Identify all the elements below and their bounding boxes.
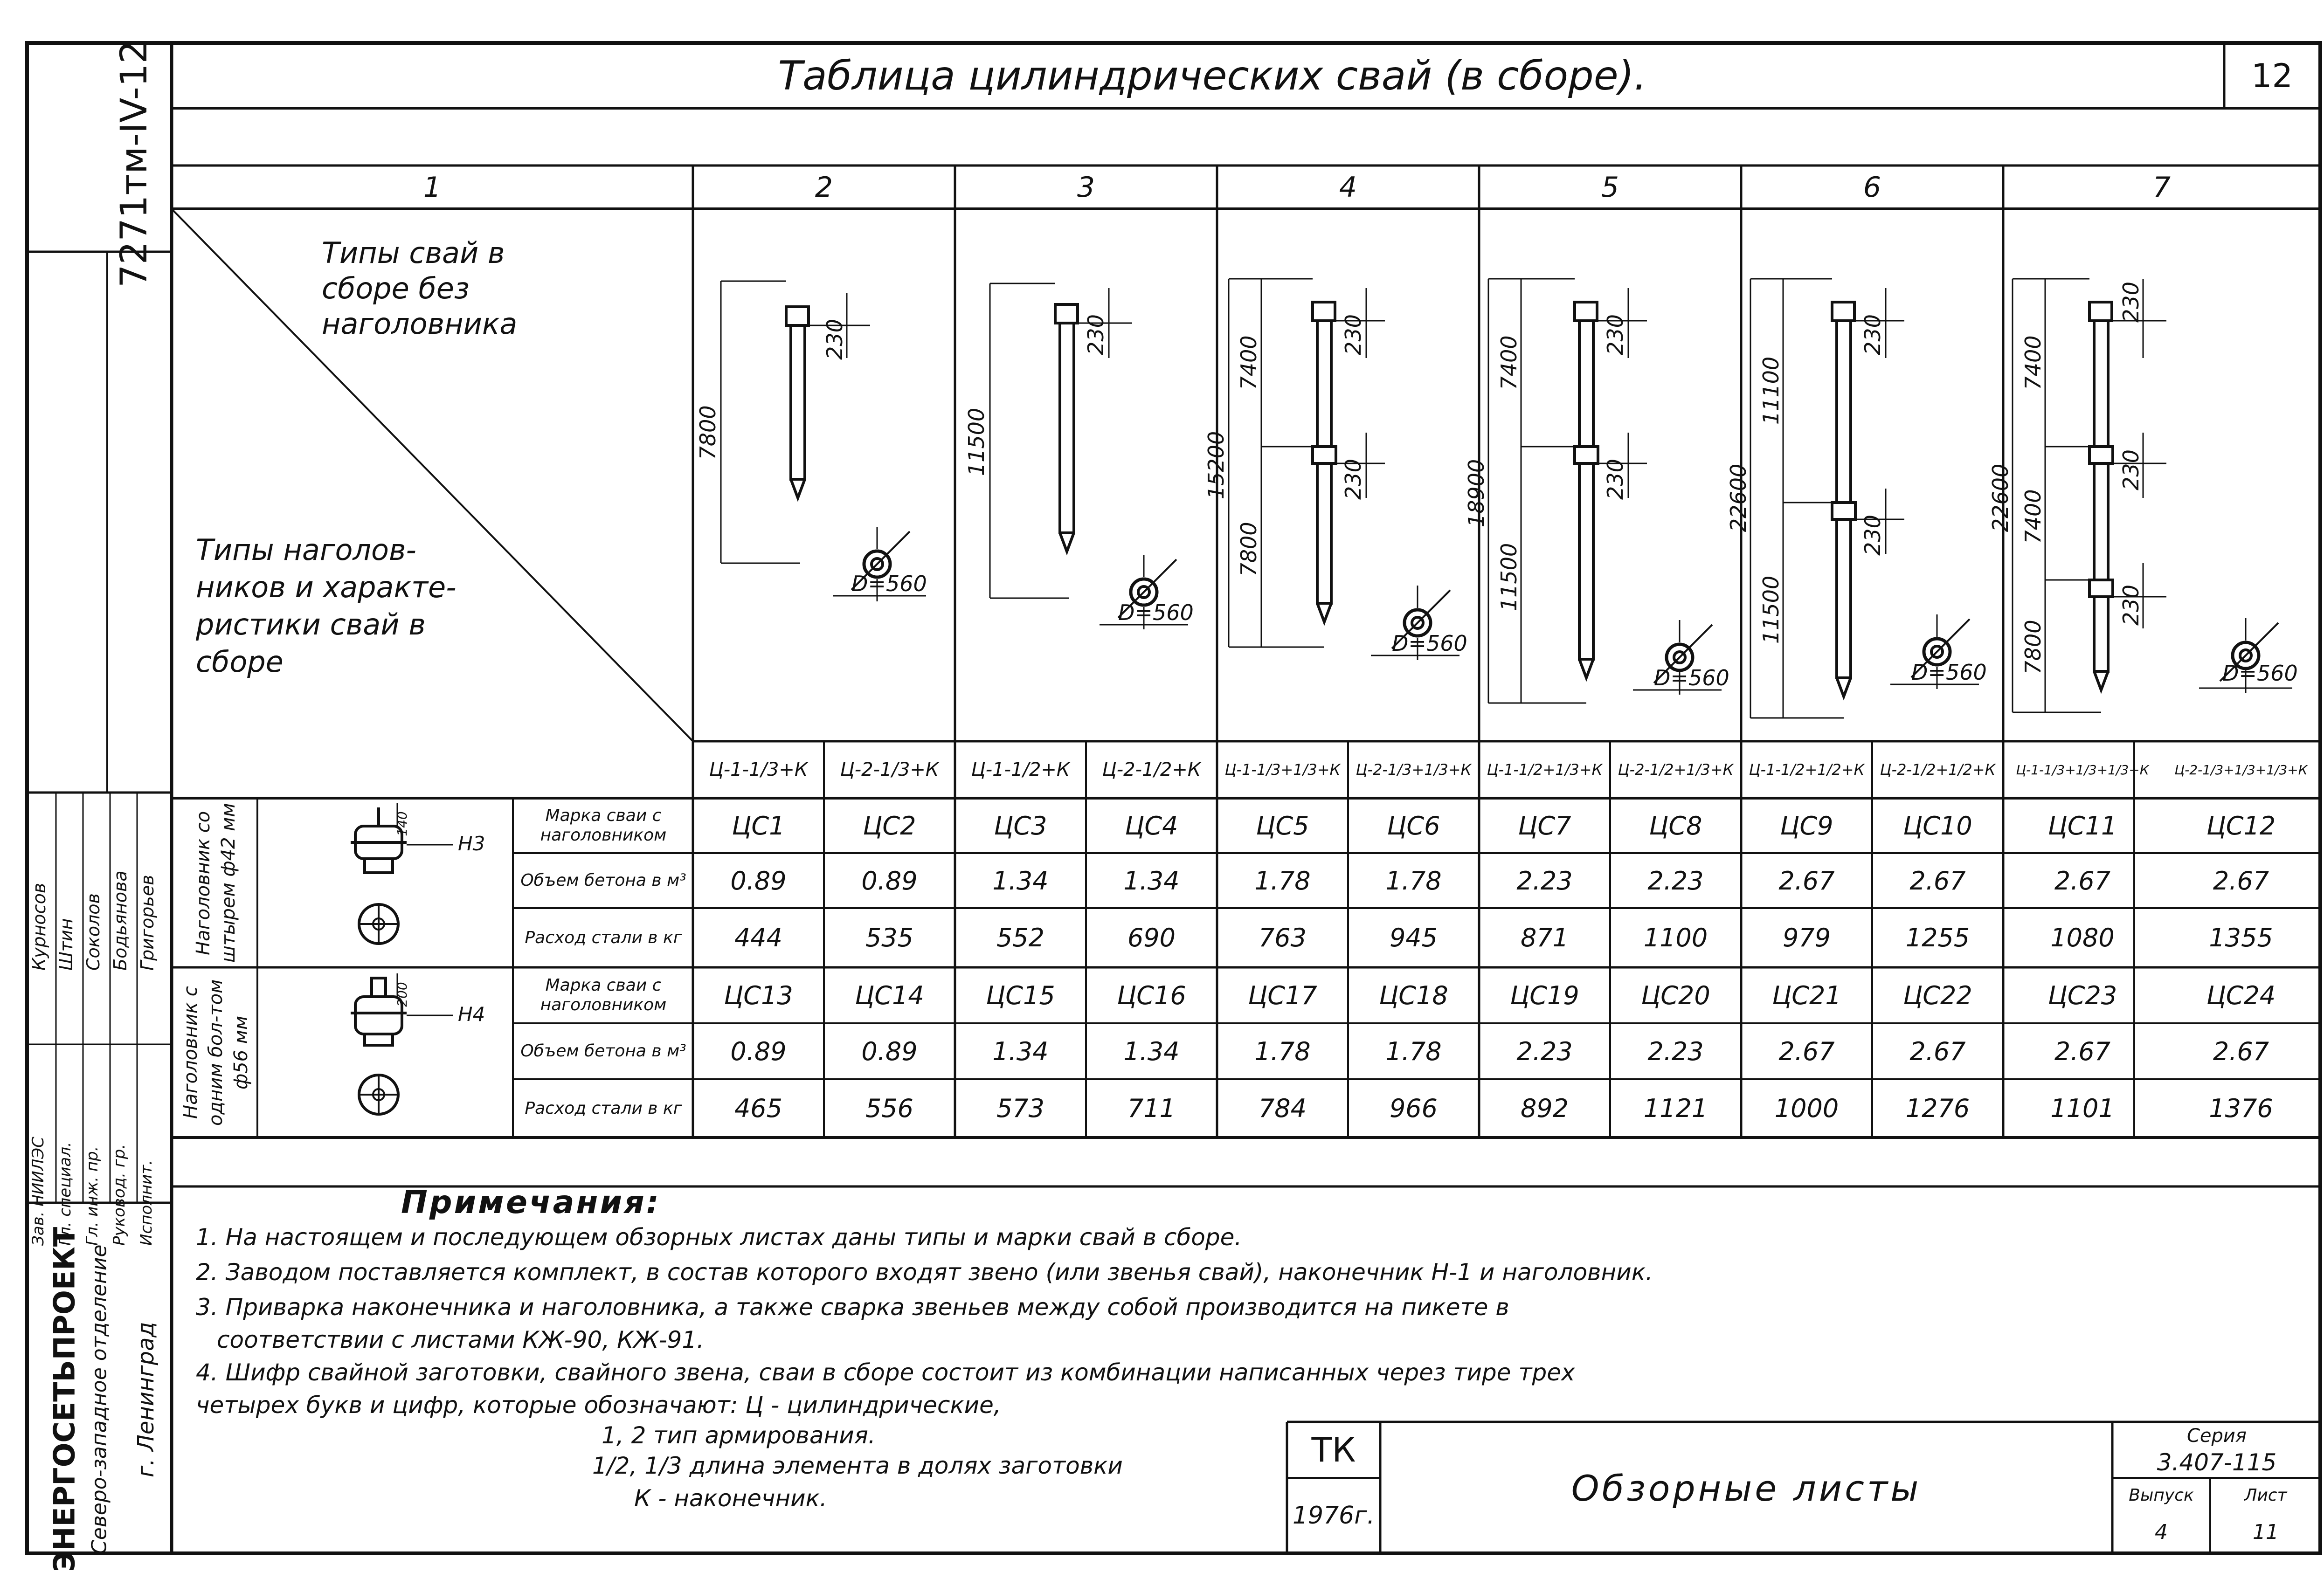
issue-label: Выпуск [2129,1485,2194,1505]
row-label: Марка сваи с наголовником [540,976,667,1014]
dim-seg1-col4: 7400 [1236,335,1261,390]
note-line: 1, 2 тип армирования. [602,1422,876,1449]
table-cell: 1.34 [1123,1036,1180,1066]
pile-code-row [693,741,2320,798]
table-cell: ЦС8 [1649,811,1702,841]
table-cell: 552 [996,923,1045,952]
table-cell: 1376 [2209,1094,2273,1123]
row-label: Расход стали в кг [525,928,682,947]
table-cell: 690 [1127,923,1176,952]
dim-seg2-col6: 11500 [1758,575,1784,644]
table-cell: 535 [865,923,914,952]
note-line: 1/2, 1/3 длина элемента в долях заготовки [592,1452,1123,1479]
role-1: Гл. специал. [56,1142,75,1246]
column-number-4: 4 [1339,171,1357,204]
column-number-1: 1 [423,171,442,204]
dim-230a-col7: 230 [2118,282,2144,323]
table-cell: 1.34 [992,1036,1049,1066]
table-cell: ЦС15 [986,980,1055,1010]
dim-230b-col6: 230 [1860,515,1885,556]
table-cell: 2.23 [1647,866,1704,896]
table-cell: 2.23 [1516,1036,1573,1066]
table-cell: ЦС12 [2206,811,2276,841]
dim-seg1-col7: 7400 [2020,335,2046,390]
sheet-label: Лист [2244,1485,2287,1505]
table-cell: 0.89 [861,866,918,896]
name-3: Бодьянова [110,870,131,971]
diameter-col6: D=560 [1911,660,1987,685]
pile-drawing-col7 [2013,279,2292,712]
table-cell: 2.67 [1909,866,1966,896]
notes-heading: Примечания: [401,1184,661,1221]
stamp-title: Обзорные листы [1571,1467,1922,1509]
table-cell: 763 [1258,923,1307,952]
head-n4-symbol: Н4 [458,1003,485,1026]
table-cell: ЦС19 [1510,980,1579,1010]
role-4: Исполнит. [137,1160,156,1246]
issue-value: 4 [2155,1520,2168,1544]
row-label: Марка сваи с наголовником [540,806,667,845]
series-label: Серия [2187,1425,2247,1447]
pile-drawings [693,209,2320,741]
diameter-col4: D=560 [1392,631,1467,656]
table-cell: 711 [1127,1094,1176,1123]
pile-code: Ц-2-1/3+1/3+К [1356,761,1472,779]
table-cell: ЦС18 [1379,980,1448,1010]
note-line: К - наконечник. [634,1485,827,1512]
dim-seg2-col4: 7800 [1236,522,1261,577]
table-cell: 2.67 [2213,1036,2269,1066]
pile-code: Ц-1-1/3+1/3+1/3+К [2016,762,2149,778]
table-cell: 2.23 [1647,1036,1704,1066]
dim-total-col2: 7800 [695,405,720,460]
pile-code: Ц-1-1/2+К [971,759,1070,780]
pile-code: Ц-2-1/3+1/3+1/3+К [2174,762,2308,778]
sheet-value: 11 [2253,1520,2279,1544]
table-cell: ЦС13 [724,980,793,1010]
table-cell: 2.67 [1909,1036,1966,1066]
pile-code: Ц-1-1/3+1/3+К [1224,761,1341,779]
column-number-3: 3 [1077,171,1095,204]
corner-label-bottom: Типы наголов-ников и характе-ристики свай в сборе [196,533,456,679]
table-cell: 1276 [1905,1094,1970,1123]
table-cell: 1101 [2050,1094,2115,1123]
stamp-year: 1976г. [1292,1502,1375,1530]
table-cell: 1.78 [1385,866,1442,896]
head-symbols [257,798,513,1138]
table-cell: ЦС23 [2047,980,2117,1010]
name-1: Штин [56,918,76,971]
table-cell: 2.67 [1778,1036,1835,1066]
head-n4-dim: 200 [394,982,410,1007]
org-city: г. Ленинград [133,1322,159,1477]
table-cell: 945 [1389,923,1438,952]
head-n3-dim: 140 [394,811,410,836]
table-cell: 1.34 [992,866,1049,896]
row-label: Расход стали в кг [525,1098,682,1118]
table-cell: 1100 [1643,923,1708,952]
name-0: Курносов [29,883,49,971]
dim-total-col5: 18900 [1464,459,1489,528]
table-cell: 871 [1520,923,1569,952]
table-cell: 2.67 [2054,1036,2111,1066]
dim-230-col3: 230 [1083,314,1108,355]
series-value: 3.407-115 [2157,1448,2277,1476]
table-cell: 444 [734,923,783,952]
note-line: 1. На настоящем и последующем обзорных листах даны типы и марки свай в сборе. [196,1224,1242,1251]
diameter-col3: D=560 [1118,600,1194,625]
dim-total-col4: 15200 [1204,431,1229,500]
pile-code: Ц-1-1/2+1/2+К [1749,761,1865,779]
dim-seg2-col7: 7400 [2020,489,2046,544]
name-2: Соколов [83,893,104,971]
pile-code: Ц-1-1/2+1/3+К [1487,761,1603,779]
table-cell: ЦС2 [863,811,916,841]
note-line: четырех букв и цифр, которые обозначают: Ц - цилиндрические, [196,1392,1001,1419]
table-cell: 1.34 [1123,866,1180,896]
table-cell: 966 [1389,1094,1438,1123]
table-cell: ЦС1 [732,811,785,841]
table-cell: 556 [865,1094,914,1123]
row-label: Объем бетона в м³ [520,871,686,890]
column-number-5: 5 [1601,171,1619,204]
pile-code: Ц-2-1/3+К [840,759,939,780]
table-cell: ЦС21 [1772,980,1841,1010]
table-cell: ЦС24 [2206,980,2276,1010]
note-line: 2. Заводом поставляется комплект, в состав которого входят звено (или звенья свай), наконечник Н-1 и наголовник. [196,1259,1653,1286]
org-branch: Северо-западное отделение [87,1244,111,1555]
dim-total-col3: 11500 [964,407,989,476]
diameter-col7: D=560 [2222,661,2298,686]
dim-230b-col4: 230 [1341,459,1366,500]
table-cell: 2.23 [1516,866,1573,896]
role-0: Зав. НИИЛЭС [29,1137,48,1246]
table-cell: 1121 [1643,1094,1708,1123]
table-cell: 1080 [2050,923,2115,952]
table-cell: ЦС4 [1125,811,1178,841]
dim-230a-col6: 230 [1860,314,1885,355]
table-cell: ЦС20 [1641,980,1710,1010]
role-3: Руковод. гр. [110,1144,129,1246]
dim-230-col2: 230 [822,319,847,360]
sheet-number: 12 [2251,56,2293,95]
table-cell: 465 [734,1094,783,1123]
table-cell: 1355 [2209,923,2273,952]
row-label: Объем бетона в м³ [520,1041,686,1061]
table-cell: 1.78 [1254,866,1311,896]
table-cell: 1000 [1774,1094,1839,1123]
dim-230a-col4: 230 [1341,314,1366,355]
table-cell: 2.67 [2213,866,2269,896]
dim-seg1-col5: 7400 [1496,335,1522,390]
corner-label-top: Типы свай в сборе без наголовника [322,236,518,341]
column-number-2: 2 [815,171,833,204]
note-line: 4. Шифр свайной заготовки, свайного звена, сваи в сборе состоит из комбинации написанных через тире трех [196,1359,1575,1386]
table-cell: 2.67 [1778,866,1835,896]
table-cell: 0.89 [730,866,787,896]
group-label-n4: Наголовник с одним бол-том ф56 мм [180,979,252,1126]
table-cell: 892 [1520,1094,1569,1123]
pile-code: Ц-1-1/3+К [709,759,808,780]
pile-code: Ц-2-1/2+К [1102,759,1201,780]
table-cell: ЦС16 [1117,980,1186,1010]
note-line: соответствии с листами КЖ-90, КЖ-91. [217,1326,705,1353]
dim-230b-col7: 230 [2118,449,2144,490]
name-4: Григорьев [137,875,158,971]
dim-total-col7: 22600 [1988,463,2013,532]
table-cell: 1.78 [1385,1036,1442,1066]
diameter-col2: D=560 [851,571,927,596]
dim-230c-col7: 230 [2118,585,2144,626]
table-cell: 1.78 [1254,1036,1311,1066]
table-cell: ЦС9 [1780,811,1833,841]
dim-seg2-col5: 11500 [1496,543,1522,612]
pile-code: Ц-2-1/2+1/3+К [1618,761,1734,779]
dim-230b-col5: 230 [1603,459,1628,500]
diameter-col5: D=560 [1654,665,1729,690]
stamp-tk: ТК [1311,1430,1356,1469]
role-2: Гл. инж. пр. [83,1146,102,1246]
table-cell: ЦС22 [1903,980,1972,1010]
table-cell: ЦС17 [1248,980,1317,1010]
document-code: 7271тм-IV-12 [113,40,155,288]
head-n3-symbol: Н3 [458,832,485,855]
head-n3-plan [359,904,398,944]
table-cell: 1255 [1905,923,1970,952]
table-cell: ЦС5 [1256,811,1309,841]
table-cell: ЦС6 [1387,811,1440,841]
table-cell: 2.67 [2054,866,2111,896]
column-number-6: 6 [1863,171,1881,204]
table-cell: ЦС14 [855,980,924,1010]
head-n4-plan [359,1075,398,1114]
table-cell: ЦС3 [994,811,1047,841]
table-cell: ЦС10 [1903,811,1972,841]
table-cell: 0.89 [730,1036,787,1066]
dim-total-col6: 22600 [1726,463,1751,532]
dim-seg1-col6: 11100 [1758,356,1784,425]
dim-seg3-col7: 7800 [2020,620,2046,675]
pile-code: Ц-2-1/2+1/2+К [1880,761,1996,779]
table-cell: 979 [1782,923,1831,952]
dim-230a-col5: 230 [1603,314,1628,355]
table-cell: 784 [1258,1094,1307,1123]
table-cell: 0.89 [861,1036,918,1066]
note-line: 3. Приварка наконечника и наголовника, а также сварка звеньев между собой производится на пикете в [196,1294,1509,1321]
column-number-7: 7 [2152,171,2171,204]
table-cell: ЦС7 [1518,811,1571,841]
page-title: Таблица цилиндрических свай (в сборе). [778,52,1647,99]
table-cell: 573 [996,1094,1045,1123]
table-cell: ЦС11 [2047,811,2117,841]
org-name: ЭНЕРГОСЕТЬПРОЕКТ [47,1227,82,1572]
group-label-n3: Наголовник со штырем ф42 мм [193,803,239,963]
